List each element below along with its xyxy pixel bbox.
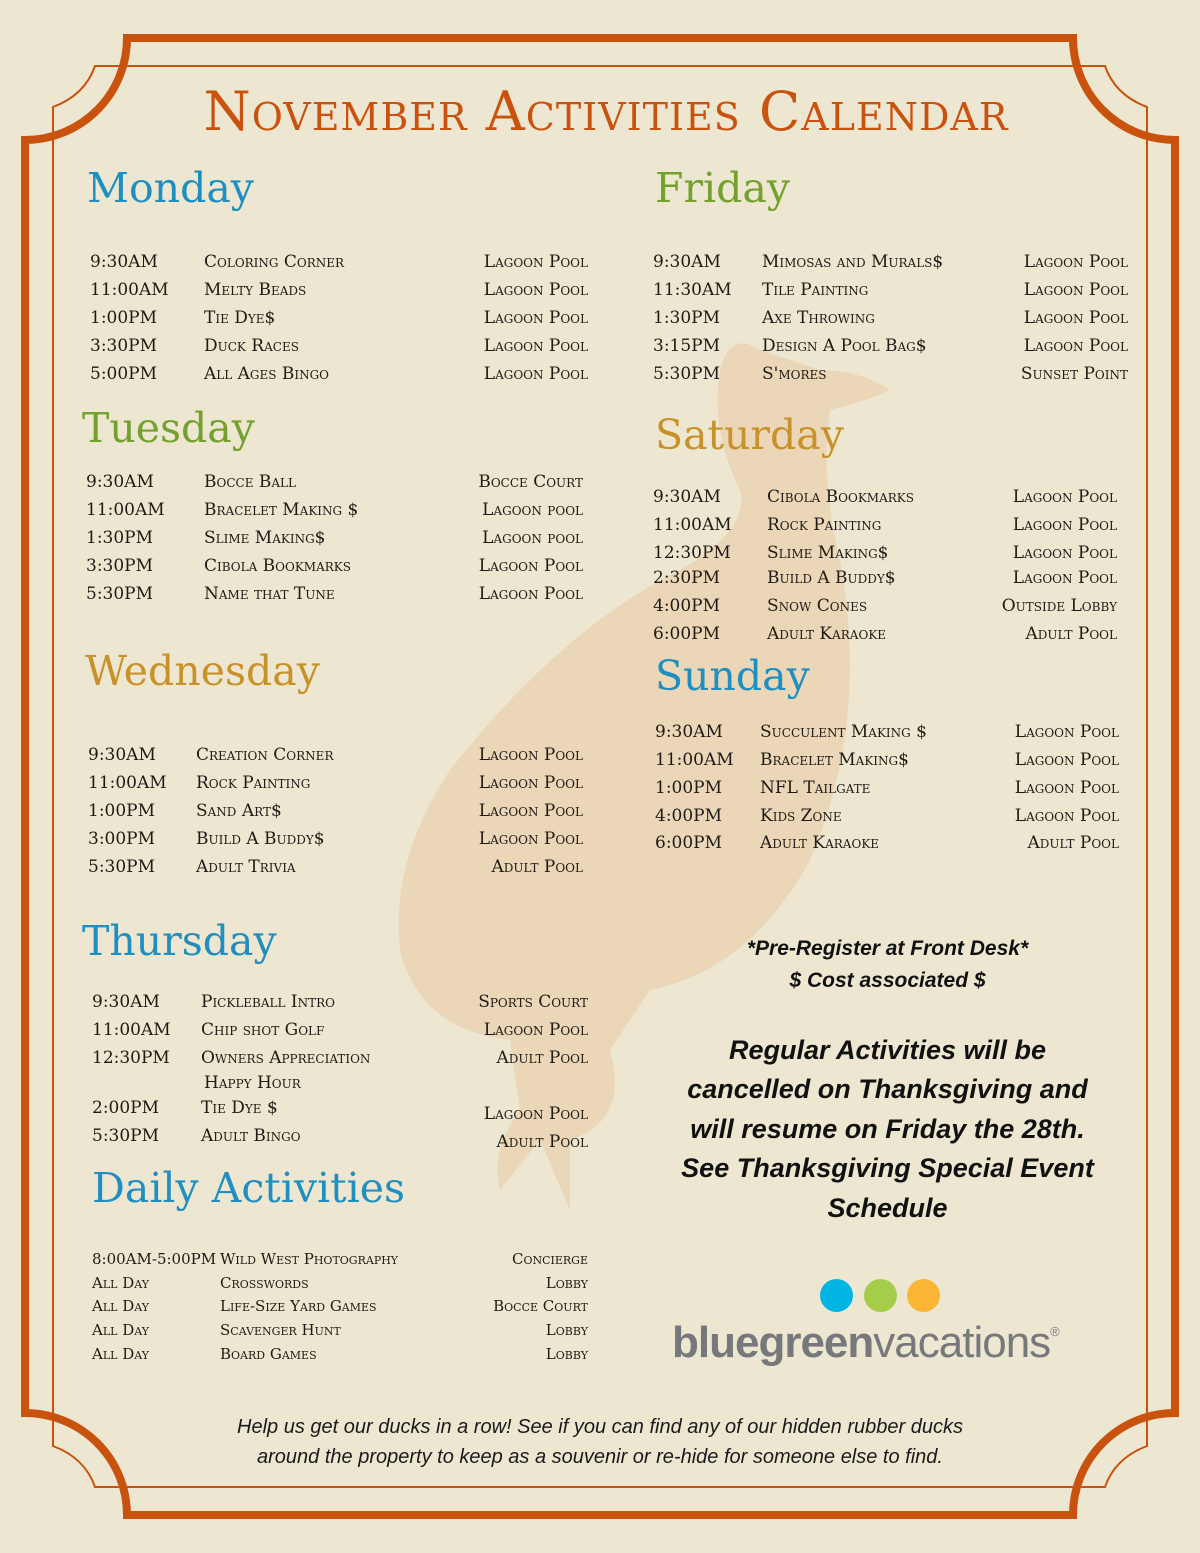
tuesday-location: Bocce Court — [478, 472, 583, 492]
friday-activity: Axe Throwing — [762, 308, 875, 328]
daily-location: Lobby — [545, 1321, 588, 1339]
saturday-activity: Adult Karaoke — [767, 624, 887, 644]
sunday-location: Lagoon Pool — [1014, 778, 1119, 798]
wednesday-heading: Wednesday — [85, 647, 320, 695]
monday-activity: All Ages Bingo — [204, 364, 330, 384]
friday-activity: S'mores — [762, 364, 827, 384]
wednesday-activity: Adult Trivia — [196, 857, 296, 877]
tuesday-activity: Cibola Bookmarks — [204, 556, 351, 576]
thanksgiving-line: See Thanksgiving Special Event — [681, 1153, 1094, 1183]
daily-location: Bocce Court — [493, 1297, 588, 1315]
thursday-activity-cont: Happy Hour — [204, 1073, 301, 1093]
tuesday-heading: Tuesday — [82, 404, 255, 452]
saturday-activity: Rock Painting — [767, 515, 882, 535]
thursday-heading: Thursday — [82, 917, 277, 965]
wednesday-time: 1:00PM — [88, 801, 156, 821]
monday-time: 3:30PM — [90, 336, 158, 356]
daily-time: All Day — [92, 1345, 149, 1363]
monday-activity: Melty Beads — [204, 280, 307, 300]
monday-activity: Coloring Corner — [204, 252, 345, 272]
saturday-activity: Slime Making$ — [767, 543, 889, 563]
tuesday-activity: Slime Making$ — [204, 528, 326, 548]
saturday-location: Lagoon Pool — [1012, 568, 1117, 588]
sunday-activity: Adult Karaoke — [760, 833, 880, 853]
tuesday-time: 1:30PM — [86, 528, 154, 548]
thursday-location: Sports Court — [478, 992, 588, 1012]
friday-activity: Design A Pool Bag$ — [762, 336, 927, 356]
registered-mark: ® — [1050, 1324, 1059, 1339]
sunday-time: 6:00PM — [655, 833, 723, 853]
saturday-location: Outside Lobby — [1001, 596, 1117, 616]
tuesday-location: Lagoon Pool — [478, 556, 583, 576]
monday-location: Lagoon Pool — [483, 252, 588, 272]
wednesday-time: 9:30AM — [88, 745, 156, 765]
friday-time: 11:30AM — [653, 280, 732, 300]
sunday-location: Lagoon Pool — [1014, 750, 1119, 770]
monday-activity: Tie Dye$ — [204, 308, 276, 328]
thursday-time: 12:30PM — [92, 1048, 170, 1068]
monday-location: Lagoon Pool — [483, 364, 588, 384]
thursday-activity: Pickleball Intro — [201, 992, 335, 1012]
saturday-activity: Snow Cones — [767, 596, 868, 616]
wednesday-activity: Rock Painting — [196, 773, 311, 793]
daily-activity: Crosswords — [220, 1274, 309, 1292]
wednesday-time: 3:00PM — [88, 829, 156, 849]
daily-heading: Daily Activities — [92, 1164, 406, 1212]
tuesday-activity: Bocce Ball — [204, 472, 296, 492]
wednesday-activity: Build A Buddy$ — [196, 829, 325, 849]
sunday-heading: Sunday — [655, 652, 810, 700]
tuesday-time: 9:30AM — [86, 472, 154, 492]
sunday-time: 9:30AM — [655, 722, 723, 742]
daily-time: All Day — [92, 1321, 149, 1339]
saturday-heading: Saturday — [655, 411, 844, 459]
sunday-activity: NFL Tailgate — [760, 778, 871, 798]
daily-location: Lobby — [545, 1345, 588, 1363]
monday-location: Lagoon Pool — [483, 308, 588, 328]
monday-heading: Monday — [87, 164, 254, 212]
daily-time: All Day — [92, 1297, 149, 1315]
footer-line: around the property to keep as a souvenir or re-hide for someone else to find. — [257, 1446, 943, 1468]
wednesday-location: Adult Pool — [491, 857, 583, 877]
daily-activity: Scavenger Hunt — [220, 1321, 341, 1339]
thursday-location: Lagoon Pool — [483, 1104, 588, 1124]
saturday-time: 6:00PM — [653, 624, 721, 644]
logo-text-bold: bluegreen — [672, 1318, 874, 1367]
saturday-time: 12:30PM — [653, 543, 731, 563]
sunday-location: Lagoon Pool — [1014, 806, 1119, 826]
thanksgiving-line: Schedule — [827, 1193, 948, 1223]
logo-text-light: vacations — [873, 1318, 1051, 1367]
daily-location: Concierge — [511, 1250, 588, 1268]
daily-time: 8:00AM-5:00PM — [92, 1250, 217, 1268]
friday-time: 9:30AM — [653, 252, 721, 272]
footer-line: Help us get our ducks in a row! See if you can find any of our hidden rubber ducks — [237, 1416, 963, 1438]
daily-activity: Board Games — [220, 1345, 317, 1363]
tuesday-time: 3:30PM — [86, 556, 154, 576]
friday-time: 1:30PM — [653, 308, 721, 328]
tuesday-activity: Name that Tune — [204, 584, 335, 604]
sunday-location: Lagoon Pool — [1014, 722, 1119, 742]
monday-time: 11:00AM — [90, 280, 169, 300]
thanksgiving-line: will resume on Friday the 28th. — [690, 1114, 1085, 1144]
saturday-location: Lagoon Pool — [1012, 487, 1117, 507]
thanksgiving-line: Regular Activities will be — [728, 1035, 1047, 1065]
logo-dot-orange — [907, 1279, 940, 1312]
sunday-time: 11:00AM — [655, 750, 734, 770]
friday-location: Lagoon Pool — [1023, 308, 1128, 328]
monday-activity: Duck Races — [204, 336, 299, 356]
footer-note — [0, 1412, 1200, 1472]
saturday-time: 2:30PM — [653, 568, 721, 588]
saturday-activity: Build A Buddy$ — [767, 568, 896, 588]
wednesday-time: 5:30PM — [88, 857, 156, 877]
thursday-time: 5:30PM — [92, 1126, 160, 1146]
thursday-activity: Chip shot Golf — [201, 1020, 325, 1040]
wednesday-activity: Creation Corner — [196, 745, 334, 765]
wednesday-location: Lagoon Pool — [478, 829, 583, 849]
thursday-time: 2:00PM — [92, 1098, 160, 1118]
sunday-activity: Kids Zone — [760, 806, 842, 826]
sunday-activity: Succulent Making $ — [760, 722, 927, 742]
thursday-location: Adult Pool — [496, 1132, 588, 1152]
thursday-location: Adult Pool — [496, 1048, 588, 1068]
monday-location: Lagoon Pool — [483, 280, 588, 300]
thursday-activity: Adult Bingo — [201, 1126, 301, 1146]
sunday-activity: Bracelet Making$ — [760, 750, 909, 770]
preregister-note: *Pre-Register at Front Desk* — [746, 937, 1029, 960]
friday-time: 5:30PM — [653, 364, 721, 384]
thursday-time: 11:00AM — [92, 1020, 171, 1040]
friday-time: 3:15PM — [653, 336, 721, 356]
monday-time: 9:30AM — [90, 252, 158, 272]
tuesday-time: 5:30PM — [86, 584, 154, 604]
logo-dot-blue — [820, 1279, 853, 1312]
saturday-location: Lagoon Pool — [1012, 515, 1117, 535]
daily-activity: Life-Size Yard Games — [220, 1297, 377, 1315]
daily-location: Lobby — [545, 1274, 588, 1292]
saturday-location: Adult Pool — [1025, 624, 1117, 644]
saturday-activity: Cibola Bookmarks — [767, 487, 914, 507]
saturday-location: Lagoon Pool — [1012, 543, 1117, 563]
monday-location: Lagoon Pool — [483, 336, 588, 356]
saturday-time: 4:00PM — [653, 596, 721, 616]
tuesday-location: Lagoon Pool — [478, 584, 583, 604]
saturday-time: 9:30AM — [653, 487, 721, 507]
tuesday-activity: Bracelet Making $ — [204, 500, 359, 520]
thursday-location: Lagoon Pool — [483, 1020, 588, 1040]
page-title: November Activities Calendar — [203, 80, 1009, 143]
friday-activity: Tile Painting — [762, 280, 869, 300]
friday-heading: Friday — [655, 164, 791, 212]
thursday-activity: Owners Appreciation — [201, 1048, 371, 1068]
wednesday-activity: Sand Art$ — [196, 801, 282, 821]
monday-time: 1:00PM — [90, 308, 158, 328]
thursday-time: 9:30AM — [92, 992, 160, 1012]
sunday-time: 4:00PM — [655, 806, 723, 826]
thanksgiving-line: cancelled on Thanksgiving and — [687, 1074, 1088, 1104]
wednesday-location: Lagoon Pool — [478, 773, 583, 793]
friday-location: Lagoon Pool — [1023, 280, 1128, 300]
monday-time: 5:00PM — [90, 364, 158, 384]
daily-time: All Day — [92, 1274, 149, 1292]
tuesday-location: Lagoon pool — [482, 528, 583, 548]
friday-location: Lagoon Pool — [1023, 336, 1128, 356]
wednesday-location: Lagoon Pool — [478, 745, 583, 765]
saturday-time: 11:00AM — [653, 515, 732, 535]
wednesday-time: 11:00AM — [88, 773, 167, 793]
daily-activity: Wild West Photography — [220, 1250, 399, 1268]
logo-dot-green — [864, 1279, 897, 1312]
wednesday-location: Lagoon Pool — [478, 801, 583, 821]
friday-location: Lagoon Pool — [1023, 252, 1128, 272]
tuesday-time: 11:00AM — [86, 500, 165, 520]
sunday-time: 1:00PM — [655, 778, 723, 798]
tuesday-location: Lagoon pool — [482, 500, 583, 520]
sunday-location: Adult Pool — [1027, 833, 1119, 853]
friday-activity: Mimosas and Murals$ — [762, 252, 944, 272]
thursday-activity: Tie Dye $ — [201, 1098, 278, 1118]
friday-location: Sunset Point — [1020, 364, 1128, 384]
cost-note: $ Cost associated $ — [789, 969, 986, 992]
